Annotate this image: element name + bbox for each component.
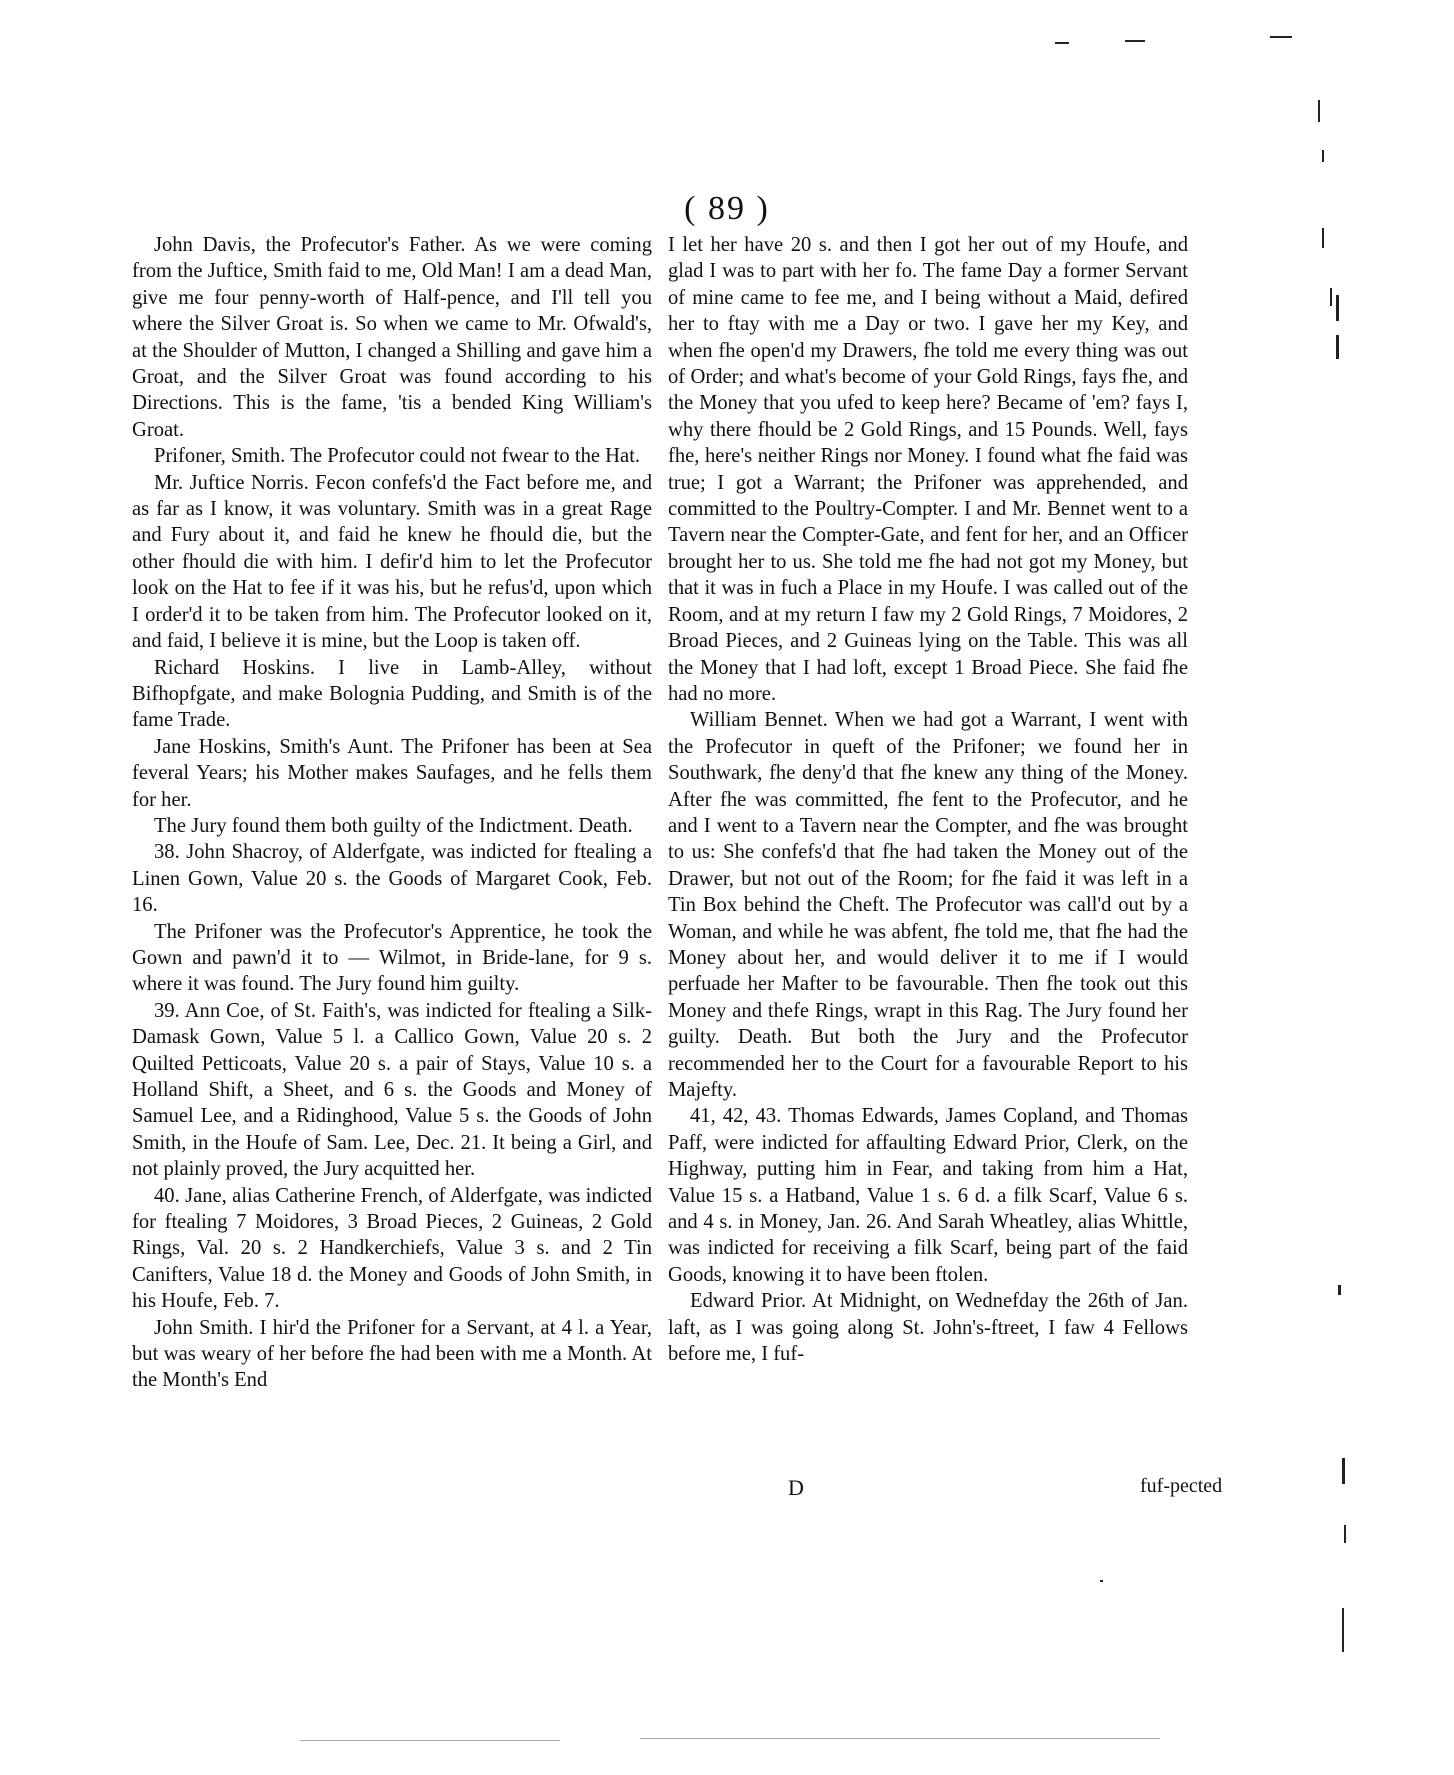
paragraph: Prifoner, Smith. The Profecutor could not fwear to the Hat. <box>154 445 641 468</box>
scan-artifact <box>1100 1580 1103 1582</box>
scan-artifact <box>1336 335 1339 359</box>
paragraph: John Smith. I hir'd the Prifoner for a Servant, at 4 l. a Year, but was weary of her before fhe had been with me a Month. At the Month's End <box>132 1316 652 1392</box>
scan-artifact <box>1336 295 1339 321</box>
paragraph: I let her have 20 s. and then I got her out of my Houfe, and glad I was to part with her fo. The fame Day a former Servant of mine came to fee me, and I being without a Maid, defired her to ftay with me a Day or two. I gave her my Key, and when fhe open'd my Drawers, fhe told me every thing was out of Order; and what's become of your Gold Rings, fays fhe, and the Money that you ufed to keep here? Became of 'em? fays I, why there fhould be 2 Gold Rings, and 15 Pounds. Well, fays fhe, here's neither Rings nor Money. I found what fhe faid was true; I got a Warrant; the Prifoner was apprehended, and committed to the Poultry-Compter. I and Mr. Bennet went to a Tavern near the Compter-Gate, and fent for her, and an Officer brought her to us. She told me fhe had not got my Money, but that it was in fuch a Place in my Houfe. I was called out of the Room, and at my return I faw my 2 Gold Rings, 7 Moidores, 2 Broad Pieces, and 2 Guineas lying on the Table. This was all the Money that I had loft, except 1 Broad Piece. She faid fhe had no more. <box>668 234 1188 705</box>
scan-artifact <box>300 1740 560 1741</box>
paragraph: 39. Ann Coe, of St. Faith's, was indicted for ftealing a Silk-Damask Gown, Value 5 l. a Callico Gown, Value 20 s. 2 Quilted Petticoats, Value 20 s. a pair of Stays, Value 10 s. a Holland Shift, a Sheet, and 6 s. the Goods and Money of Samuel Lee, and a Ridinghood, Value 5 s. the Goods of John Smith, in the Houfe of Sam. Lee, Dec. 21. It being a Girl, and not plainly proved, the Jury acquitted her. <box>132 999 652 1181</box>
scan-artifact <box>640 1738 1160 1739</box>
paragraph: The Prifoner was the Profecutor's Apprentice, he took the Gown and pawn'd it to — Wilmot, in Bride-lane, for 9 s. where it was found. The Jury found him guilty. <box>132 920 652 996</box>
scan-artifact <box>1338 1285 1341 1295</box>
signature-mark: D <box>788 1475 804 1500</box>
scan-artifact <box>1342 1458 1345 1484</box>
left-column <box>132 232 652 1394</box>
paragraph: Edward Prior. At Midnight, on Wednefday the 26th of Jan. laft, as I was going along St. John's-ftreet, I faw 4 Fellows before me, I fuf- <box>668 1290 1188 1366</box>
paragraph: 41, 42, 43. Thomas Edwards, James Copland, and Thomas Paff, were indicted for affaulting Edward Prior, Clerk, on the Highway, putting him in Fear, and taking from him a Hat, Value 15 s. a Hatband, Value 1 s. 6 d. a filk Scarf, Value 6 s. and 4 s. in Money, Jan. 26. And Sarah Wheatley, alias Whittle, was indicted for receiving a filk Scarf, being part of the faid Goods, knowing it to have been ftolen. <box>668 1105 1188 1286</box>
paragraph: 40. Jane, alias Catherine French, of Alderfgate, was indicted for ftealing 7 Moidores, 3 Broad Pieces, 2 Guineas, 2 Gold Rings, Val. 20 s. 2 Handkerchiefs, Value 3 s. and 2 Tin Canifters, Value 18 d. the Money and Goods of John Smith, in his Houfe, Feb. 7. <box>132 1184 652 1313</box>
scan-artifact <box>1125 40 1145 42</box>
paragraph: Jane Hoskins, Smith's Aunt. The Prifoner has been at Sea feveral Years; his Mother makes Saufages, and he fells them for her. <box>132 735 652 811</box>
scan-artifact <box>1342 1608 1344 1652</box>
scan-artifact <box>1270 36 1292 38</box>
paragraph: Mr. Juftice Norris. Fecon confefs'd the Fact before me, and as far as I know, it was voluntary. Smith was in a great Rage and Fury about it, and faid he knew he fhould die, but the other fhould die with him. I defir'd him to let the Profecutor look on the Hat to fee if it was his, but he refus'd, upon which I order'd it to be taken from him. The Profecutor looked on it, and faid, I believe it is mine, but the Loop is taken off. <box>132 471 652 653</box>
scan-artifact <box>1318 100 1320 122</box>
paragraph: John Davis, the Profecutor's Father. As we were coming from the Juftice, Smith faid to me, Old Man! I am a dead Man, give me four penny-worth of Half-pence, and I'll tell you where the Silver Groat is. So when we came to Mr. Ofwald's, at the Shoulder of Mutton, I changed a Shilling and gave him a Groat, and the Silver Groat was found according to his Directions. This is the fame, 'tis a bended King William's Groat. <box>132 234 652 441</box>
scan-artifact <box>1055 42 1069 44</box>
paragraph: Richard Hoskins. I live in Lamb-Alley, without Bifhopfgate, and make Bolognia Pudding, and Smith is of the fame Trade. <box>132 656 652 732</box>
scan-artifact <box>1344 1525 1346 1543</box>
page-number: ( 89 ) <box>684 190 770 227</box>
scan-artifact <box>1322 150 1324 162</box>
scan-artifact <box>1330 288 1332 306</box>
scan-artifact <box>1322 228 1324 248</box>
paragraph: 38. John Shacroy, of Alderfgate, was indicted for ftealing a Linen Gown, Value 20 s. the Goods of Margaret Cook, Feb. 16. <box>132 841 652 917</box>
paragraph: William Bennet. When we had got a Warrant, I went with the Profecutor in queft of the Prifoner; we found her in Southwark, fhe deny'd that fhe knew any thing of the Money. After fhe was committed, fhe fent to the Profecutor, and he and I went to a Tavern near the Compter, and fhe was brought to us: She confefs'd that fhe had taken the Money out of the Drawer, but not out of the Room; for fhe faid it was left in a Tin Box behind the Cheft. The Profecutor was call'd out by a Woman, and while he was abfent, fhe told me, that fhe had the Money about her, and would deliver it to me if I would perfuade her Mafter to be favourable. Then fhe took out this Money and thefe Rings, wrapt in this Rag. The Jury found her guilty. Death. But both the Jury and the Profecutor recommended her to the Court for a favourable Report to his Majefty. <box>668 709 1188 1101</box>
right-column <box>668 232 1188 1367</box>
catchword: fuf-pected <box>1140 1475 1223 1497</box>
paragraph: The Jury found them both guilty of the Indictment. Death. <box>154 814 633 837</box>
